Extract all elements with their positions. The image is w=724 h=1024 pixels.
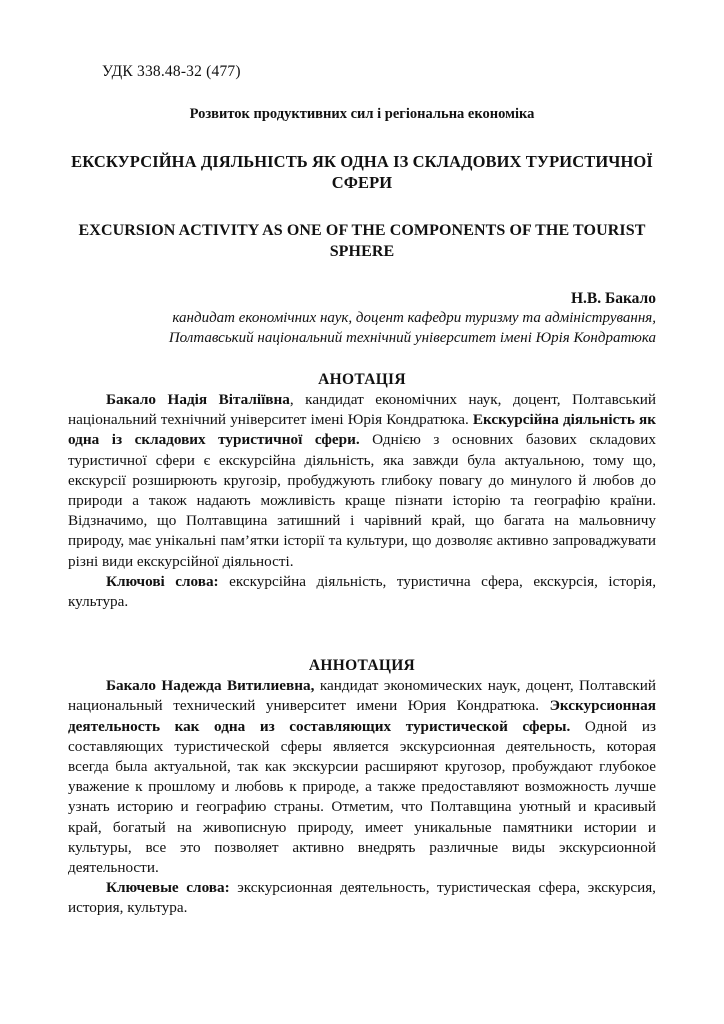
abstract-ru-author-bold: Бакало Надежда Витилиевна, [106, 677, 315, 695]
abstract-heading-russian: АННОТАЦИЯ [308, 657, 416, 675]
abstract-ua-title-bold: Екскурсійна діяльність як одна із складових туристичної сфери. [68, 411, 656, 449]
abstract-ru-author-affiliation: кандидат экономических наук, доцент, Полтавский национальный технический университет имени Юрия Кондратюка. [68, 677, 656, 715]
abstract-ua-body: Однією з основних базових складових туристичної сфери є екскурсійна діяльність, яка завжди була актуальною, тому що, екскурсії розширюють кругозір, пробуджують глибоку повагу до минулого й любов до природи а також надають можливість краще пізнати історію та географію країни. Відзначимо, що Полтавщина затишний і чарівний край, що багата на мальовничу природу, має унікальні пам’ятки історії та культури, що дозволяє активно запроваджувати різні види екскурсійної діяльності. [68, 431, 656, 570]
author-name: Н.В. Бакало [570, 290, 656, 307]
author-block [68, 288, 656, 348]
article-title-ukrainian: ЕКСКУРСІЙНА ДІЯЛЬНІСТЬ ЯК ОДНА ІЗ СКЛАДОВИХ ТУРИСТИЧНОЇ СФЕРИ [71, 152, 653, 192]
author-institution: Полтавський національний технічний університет імені Юрія Кондратюка [168, 329, 656, 346]
abstract-heading-ukrainian: АНОТАЦІЯ [318, 371, 406, 388]
abstract-ua-author-bold: Бакало Надія Віталіївна [106, 391, 290, 408]
article-title-english: EXCURSION ACTIVITY AS ONE OF THE COMPONENTS OF THE TOURIST SPHERE [78, 222, 646, 260]
udk-classification-code: УДК 338.48-32 (477) [102, 63, 241, 80]
page-content [68, 0, 656, 919]
abstract-ru-title-bold: Экскурсионная деятельность как одна из составляющих туристической сферы. [68, 697, 656, 735]
journal-section-rubric: Розвиток продуктивних сил і регіональна економіка [189, 106, 535, 122]
keywords-ua-label: Ключові слова: [106, 572, 219, 590]
abstract-ua-author-affiliation: , кандидат економічних наук, доцент, Полтавський національний технічний університет імені Юрія Кондратюка. [68, 391, 656, 429]
keywords-ru-value: экскурсионная деятельность, туристическая сфера, экскурсия, история, культура. [68, 879, 656, 917]
abstract-paragraph-russian [68, 676, 656, 878]
author-degree-position: кандидат економічних наук, доцент кафедри туризму та адміністрування, [172, 310, 656, 326]
keywords-ukrainian [68, 572, 656, 612]
keywords-ua-value: екскурсійна діяльність, туристична сфера, екскурсія, історія, культура. [68, 572, 657, 611]
keywords-ru-label: Ключевые слова: [106, 879, 230, 897]
abstract-paragraph-ukrainian [68, 390, 656, 572]
keywords-russian [68, 878, 656, 918]
abstract-ru-body: Одной из составляющих туристической сферы является экскурсионная деятельность, которая всегда была актуальной, так как экскурсии расширяют кругозор, пробуждают глубокое уважение к прошлому и любовь к природе, а также предоставляют возможность лучше узнать историю и географию страны. Отметим, что Полтавщина уютный и красивый край, богатый на живописную природу, имеет уникальные памятники истории и культуры, все это позволяет активно внедрять различные виды экскурсионной деятельности. [68, 717, 656, 877]
